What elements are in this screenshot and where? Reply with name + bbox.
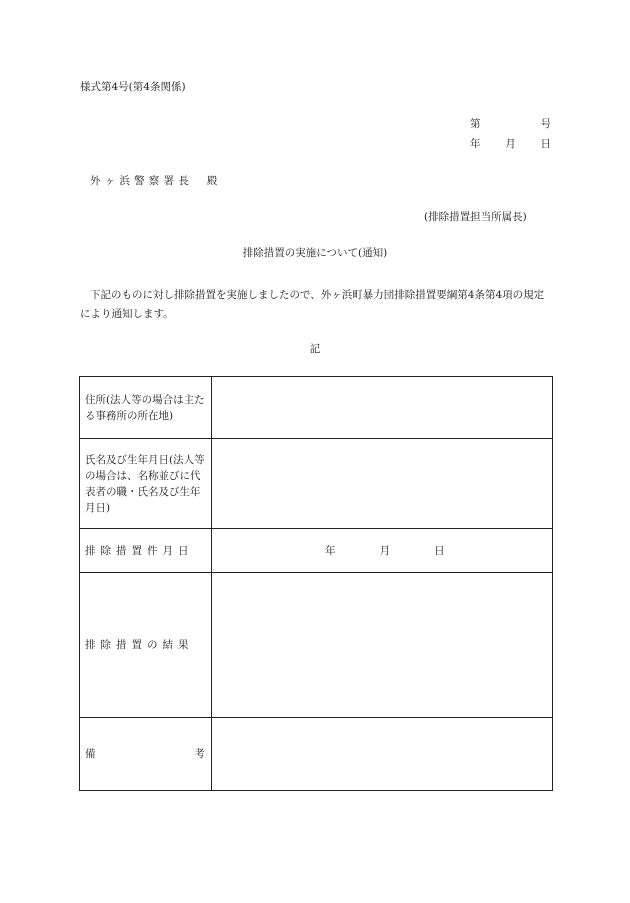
address-label: 住所(法人等の場合は主たる事務所の所在地) xyxy=(80,377,212,439)
remarks-label-right: 考 xyxy=(194,748,205,760)
addressee-name: 外ヶ浜警察署長 xyxy=(90,175,193,187)
addressee-honorific: 殿 xyxy=(206,175,222,187)
doc-number-prefix: 第 xyxy=(470,118,481,130)
record-table xyxy=(79,376,553,791)
table-row-result xyxy=(80,573,553,718)
exclusion-result-value xyxy=(211,573,552,718)
ki-heading: 記 xyxy=(309,343,321,355)
exclusion-date-month: 月 xyxy=(379,545,391,557)
issue-date-line xyxy=(470,139,551,150)
date-month: 月 xyxy=(505,138,516,150)
date-year: 年 xyxy=(470,138,481,150)
table-row-name xyxy=(80,439,553,529)
sender: (排除措置担当所属長) xyxy=(424,211,527,223)
name-birthdate-label: 氏名及び生年月日(法人等の場合は、名称並びに代表者の職・氏名及び生年月日) xyxy=(80,439,212,529)
table-row-address xyxy=(80,377,553,439)
doc-number-suffix: 号 xyxy=(540,118,551,130)
remarks-label xyxy=(80,718,212,791)
name-birthdate-value xyxy=(211,439,552,529)
exclusion-result-label: 排除措置の結果 xyxy=(80,573,212,718)
table-row-date xyxy=(80,529,553,573)
exclusion-date-label: 排除措置件月日 xyxy=(80,529,212,573)
remarks-label-left: 備 xyxy=(85,748,96,760)
exclusion-date-day: 日 xyxy=(434,545,445,557)
exclusion-date-year: 年 xyxy=(325,545,336,557)
addressee xyxy=(90,176,222,187)
remarks-value xyxy=(211,718,552,791)
body-text: 下記のものに対し排除措置を実施しましたので、外ヶ浜町暴力団排除措置要綱第4条第4項の規定により通知します。 xyxy=(80,289,545,320)
form-number: 様式第4号(第4条関係) xyxy=(80,81,186,93)
table-row-remarks xyxy=(80,718,553,791)
exclusion-date-value xyxy=(211,529,552,573)
address-value xyxy=(211,377,552,439)
document-title: 排除措置の実施について(通知) xyxy=(242,247,388,259)
document-number-line xyxy=(470,119,551,130)
date-day: 日 xyxy=(540,138,551,150)
